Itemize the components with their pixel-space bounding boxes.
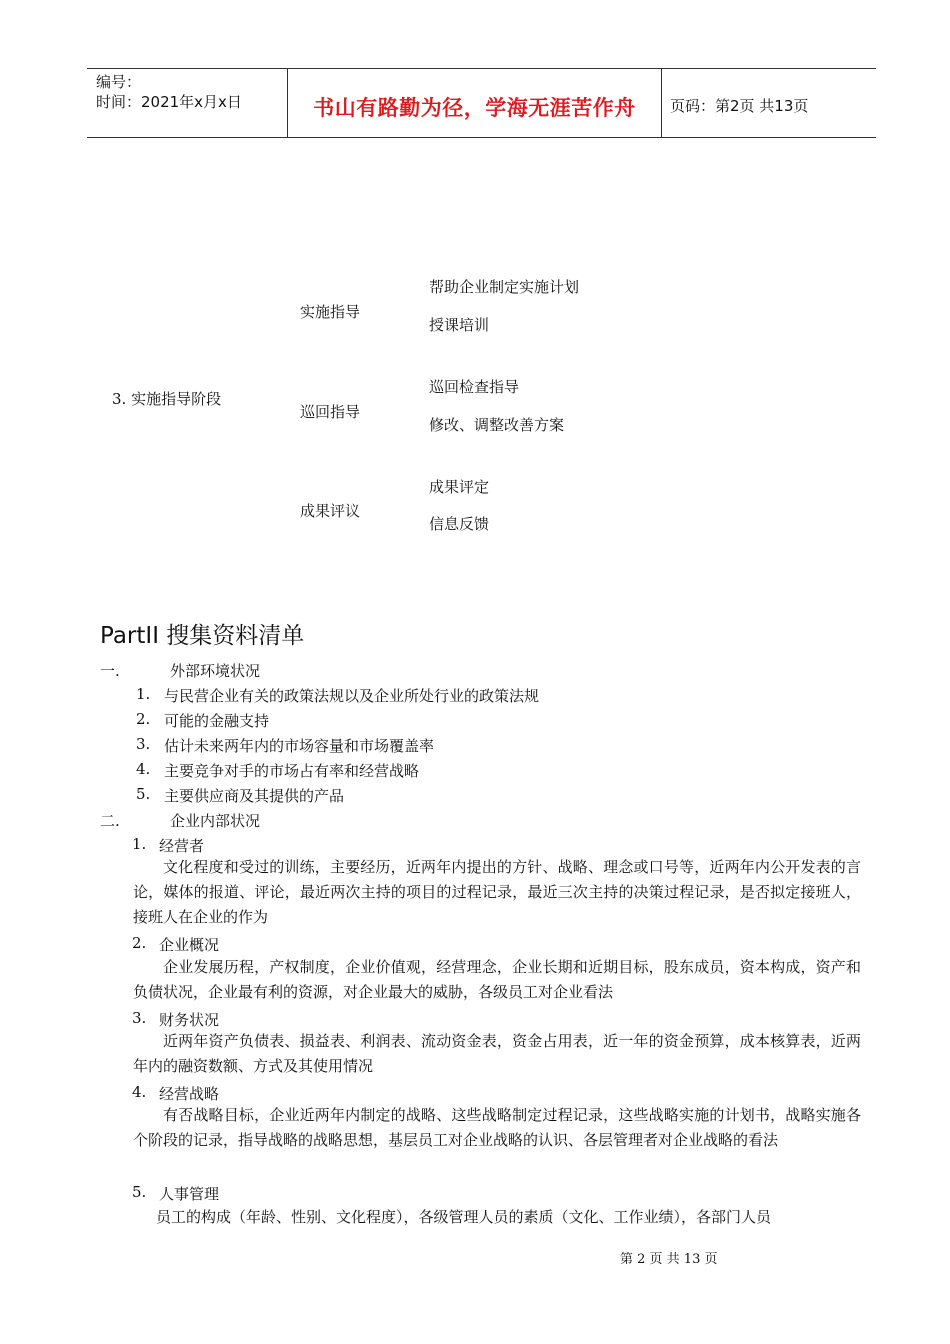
page-header	[87, 68, 876, 138]
step-item: 巡回检查指导	[429, 378, 520, 396]
item-paragraph: 近两年资产负债表、损益表、利润表、流动资金表，资金占用表，近一年的资金预算，成本核算表，近两年内的融资数额、方式及其使用情况	[133, 1032, 861, 1075]
item-title: 人事管理	[159, 1185, 220, 1203]
subsection-title: 企业内部状况	[170, 812, 261, 830]
item-paragraph: 文化程度和受过的训练，主要经历，近两年内提出的方针、战略、理念或口号等，近两年内公开发表的言论，媒体的报道、评论，最近两次主持的项目的过程记录，最近三次主持的决策过程记录，是否拟定接班人，接班人在企业的作为	[133, 858, 861, 926]
list-number: 5.	[136, 785, 151, 803]
list-item: 主要竞争对手的市场占有率和经营战略	[164, 762, 420, 780]
header-motto-cell	[287, 69, 662, 137]
item-paragraph: 企业发展历程，产权制度，企业价值观，经营理念，企业长期和近期目标，股东成员，资本构成，资产和负债状况，企业最有利的资源，对企业最大的威胁，各级员工对企业看法	[133, 958, 861, 1001]
list-number: 5.	[132, 1183, 147, 1201]
item-paragraph: 员工的构成（年龄、性别、文化程度），各级管理人员的素质（文化、工作业绩），各部门人员	[156, 1208, 772, 1226]
item-title: 经营战略	[159, 1085, 220, 1103]
step-item: 信息反馈	[429, 515, 490, 533]
list-item: 可能的金融支持	[164, 712, 270, 730]
list-number: 1.	[132, 835, 147, 853]
item-title: 企业概况	[159, 936, 220, 954]
stage-name: 3. 实施指导阶段	[112, 390, 222, 408]
step-item: 成果评定	[429, 478, 490, 496]
list-number: 1.	[136, 685, 151, 703]
step-label: 实施指导	[300, 303, 361, 321]
step-label: 成果评议	[300, 502, 361, 520]
step-item: 帮助企业制定实施计划	[429, 278, 580, 296]
header-page-info: 页码：第2页 共13页	[670, 97, 809, 115]
header-page-cell	[661, 69, 876, 137]
list-number: 4.	[132, 1083, 147, 1101]
item-title: 经营者	[159, 837, 205, 855]
list-number: 3.	[136, 735, 151, 753]
header-meta-cell	[87, 69, 287, 137]
item-paragraph: 有否战略目标，企业近两年内制定的战略、这些战略制定过程记录，这些战略实施的计划书，战略实施各个阶段的记录，指导战略的战略思想，基层员工对企业战略的认识、各层管理者对企业战略的看法	[133, 1106, 861, 1149]
step-item: 修改、调整改善方案	[429, 416, 565, 434]
list-item: 估计未来两年内的市场容量和市场覆盖率	[164, 737, 435, 755]
list-number: 2.	[136, 710, 151, 728]
page-footer: 第 2 页 共 13 页	[620, 1252, 718, 1267]
list-number: 4.	[136, 760, 151, 778]
list-item: 与民营企业有关的政策法规以及企业所处行业的政策法规	[164, 687, 540, 705]
section-number: 一.	[100, 662, 120, 680]
list-item: 主要供应商及其提供的产品	[164, 787, 345, 805]
section-number: 二.	[100, 812, 120, 830]
item-title: 财务状况	[159, 1011, 220, 1029]
document-date: 时间：2021年x月x日	[96, 93, 242, 111]
subsection-title: 外部环境状况	[170, 662, 261, 680]
motto: 书山有路勤为径，学海无涯苦作舟	[313, 96, 636, 120]
section-title: PartII 搜集资料清单	[100, 623, 305, 649]
list-number: 2.	[132, 934, 147, 952]
step-label: 巡回指导	[300, 403, 361, 421]
step-item: 授课培训	[429, 316, 490, 334]
list-number: 3.	[132, 1009, 147, 1027]
document-number: 编号：	[96, 73, 142, 91]
